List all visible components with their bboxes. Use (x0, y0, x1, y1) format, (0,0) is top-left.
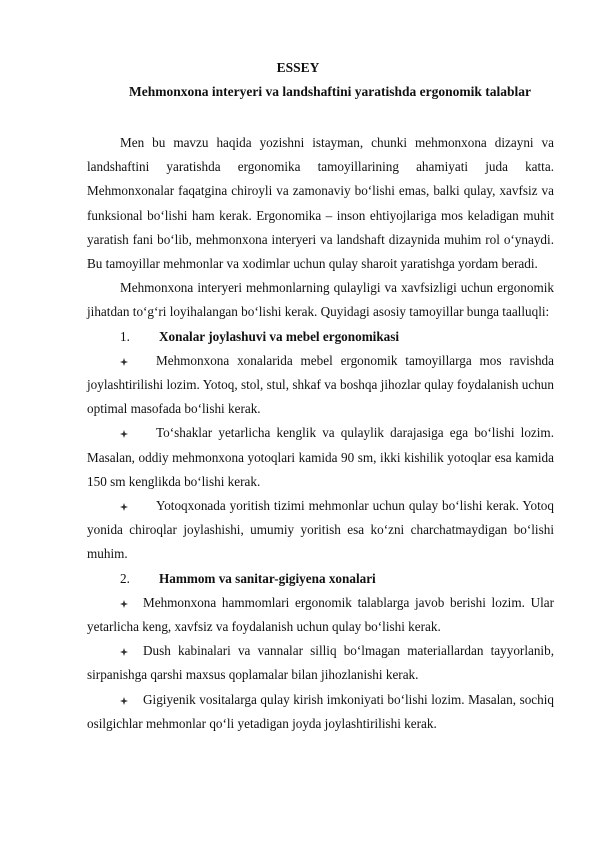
list-item-text: Mehmonxona hammomlari ergonomik talablarga javob berishi lozim. Ular yetarlicha keng, xavfsiz va foydalanish uchun qulay bo‘lishi kerak. (87, 594, 554, 635)
list-item-text: Gigiyenik vositalarga qulay kirish imkoniyati bo‘lishi lozim. Masalan, sochiq osilgichlar mehmonlar qo‘li yetadigan joyda joylashtirilishi kerak. (87, 691, 554, 731)
page-title: ESSEY (276, 60, 320, 75)
list-item-text: Mehmonxona xonalarida mebel ergonomik tamoyillarga mos ravishda joylashtirilishi lozim. Yotoq, stol, stul, shkaf va boshqa jihozlar qulay foydalanish uchun optimal masofada bo‘lishi kerak. (87, 352, 554, 417)
list-item-text: To‘shaklar yetarlicha kenglik va qulaylik darajasiga ega bo‘lishi lozim. Masalan, oddiy mehmonxona yotoqlari kamida 90 sm, ikki kishilik yotoqlar esa kamida 150 sm kenglikda bo‘lishi kerak. (87, 425, 554, 489)
list-item (87, 494, 554, 567)
list-item (87, 688, 554, 736)
section-1-heading (87, 325, 554, 349)
essay-body (87, 131, 554, 736)
list-item (87, 639, 554, 687)
essay-subtitle: Mehmonxona interyeri va landshaftini yaratishda ergonomik talablar (128, 84, 531, 99)
diamond-bullet-icon (87, 349, 156, 373)
section-number: 2. (120, 570, 130, 586)
section-2-heading (87, 567, 554, 591)
list-item (87, 421, 554, 494)
section-title: Xonalar joylashuvi va mebel ergonomikasi (159, 328, 400, 344)
diamond-bullet-icon (87, 688, 143, 712)
diamond-bullet-icon (87, 494, 156, 518)
diamond-bullet-icon (87, 591, 143, 615)
intro-paragraph-1: Men bu mavzu haqida yozishni istayman, chunki mehmonxona dizayni va landshaftini yaratishda ergonomika tamoyillarining ahamiyati juda katta. Mehmonxonalar faqatgina chiroyli va zamonaviy bo‘lishi emas, balki qulay, xavfsiz va funksional bo‘lishi ham kerak. Ergonomika – inson ehtiyojlariga mos keladigan muhit yaratish fani bo‘lib, mehmonxona interyeri va landshaft dizaynida muhim rol o‘ynaydi. Bu tamoyillar mehmonlar va xodimlar uchun qulay sharoit yaratishga yordam beradi. (87, 135, 554, 272)
section-title: Hammom va sanitar-gigiyena xonalari (159, 570, 376, 586)
diamond-bullet-icon (87, 421, 156, 445)
intro-paragraph-2: Mehmonxona interyeri mehmonlarning qulayligi va xavfsizligi uchun ergonomik jihatdan to‘g‘ri loyihalangan bo‘lishi kerak. Quyidagi asosiy tamoyillar bunga taalluqli: (87, 280, 554, 320)
list-item-text: Dush kabinalari va vannalar silliq bo‘lmagan materiallardan tayyorlanib, sirpanishga qarshi maxsus qoplamalar bilan jihozlanishi kerak. (87, 643, 554, 683)
section-number: 1. (120, 328, 130, 344)
diamond-bullet-icon (87, 639, 143, 663)
list-item (87, 591, 554, 639)
list-item (87, 349, 554, 422)
list-item-text: Yotoqxonada yoritish tizimi mehmonlar uchun qulay bo‘lishi kerak. Yotoq yonida chiroqlar joylashishi, umumiy yoritish esa ko‘zni charchatmaydigan bo‘lishi muhim. (87, 498, 554, 562)
